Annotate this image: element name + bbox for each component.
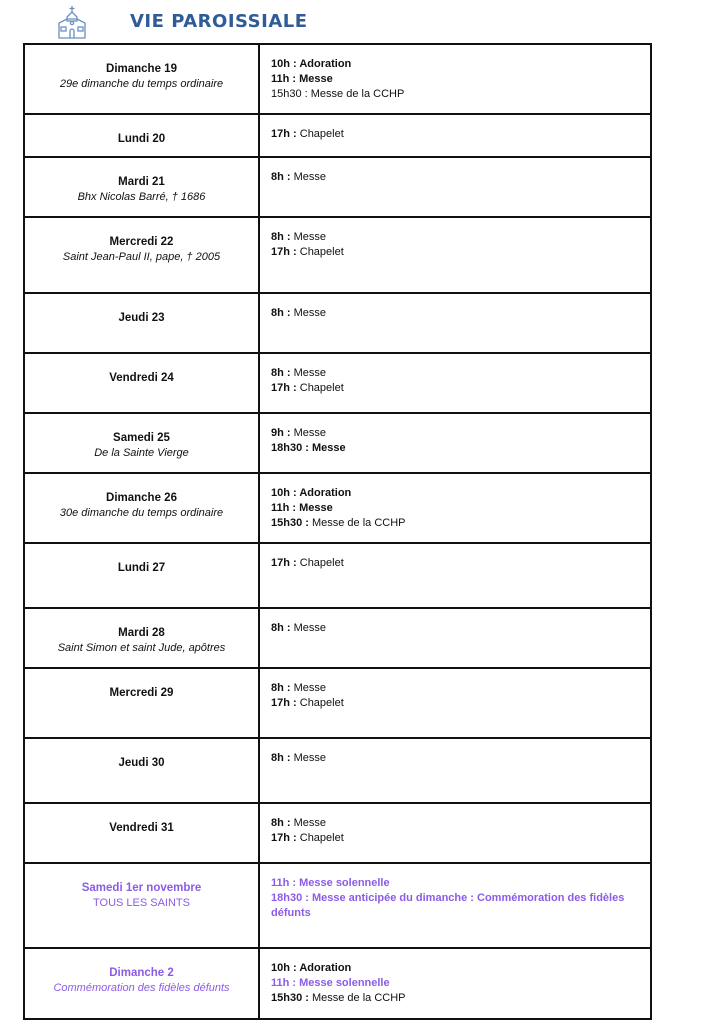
event-label: Messe — [290, 752, 327, 764]
event-item — [271, 696, 650, 711]
day-subtitle: De la Sainte Vierge — [94, 447, 189, 459]
day-label: Mardi 28 — [118, 627, 165, 639]
day-label: Dimanche 19 — [106, 63, 177, 75]
event-item — [271, 72, 650, 87]
event-time: 15h30 : — [271, 517, 309, 529]
day-cell — [24, 608, 259, 668]
event-time: 11h : Messe — [271, 73, 333, 85]
event-label: Messe — [290, 231, 327, 243]
day-label: Samedi 1er novembre — [81, 882, 202, 894]
event-label: Messe — [290, 682, 327, 694]
day-label: Lundi 20 — [117, 133, 166, 145]
day-cell — [24, 157, 259, 217]
events-cell — [259, 543, 651, 608]
event-label: Messe — [290, 427, 327, 439]
event-item — [271, 991, 650, 1006]
day-cell — [24, 948, 259, 1019]
event-time: 8h : — [271, 171, 291, 183]
day-cell — [24, 217, 259, 293]
event-item — [271, 306, 650, 321]
day-cell — [24, 114, 259, 157]
day-label: Vendredi 31 — [109, 822, 174, 834]
schedule-row — [24, 114, 651, 157]
schedule-row — [24, 44, 651, 114]
event-item — [271, 441, 650, 456]
schedule-row — [24, 353, 651, 413]
event-label: Messe — [290, 367, 327, 379]
event-time: 9h : — [271, 427, 291, 439]
event-item — [271, 961, 650, 976]
day-label: Samedi 25 — [113, 432, 170, 444]
event-label: Chapelet — [296, 128, 344, 140]
day-subtitle: Saint Simon et saint Jude, apôtres — [57, 642, 226, 654]
event-label: Chapelet — [296, 697, 344, 709]
event-label: Chapelet — [296, 557, 344, 569]
day-cell — [24, 353, 259, 413]
event-item — [271, 127, 650, 142]
event-item — [271, 230, 650, 245]
events-cell — [259, 44, 651, 114]
schedule-row — [24, 543, 651, 608]
event-time: 17h : — [271, 557, 297, 569]
schedule-row — [24, 473, 651, 543]
day-cell — [24, 293, 259, 353]
schedule-row — [24, 413, 651, 473]
events-cell — [259, 803, 651, 863]
events-cell — [259, 114, 651, 157]
event-time: 11h : Messe — [271, 502, 333, 514]
events-cell — [259, 948, 651, 1019]
event-item — [271, 831, 650, 846]
day-subtitle: 30e dimanche du temps ordinaire — [59, 507, 224, 519]
day-label: Dimanche 2 — [109, 967, 174, 979]
event-item — [271, 87, 650, 102]
event-label: Chapelet — [296, 382, 344, 394]
schedule-row — [24, 738, 651, 803]
schedule-row — [24, 668, 651, 738]
event-time: 15h30 : — [271, 992, 309, 1004]
day-cell — [24, 44, 259, 114]
day-cell — [24, 543, 259, 608]
event-time: 18h30 : Messe anticipée du dimanche : Commémoration des fidèles défunts — [271, 892, 625, 919]
event-time: 10h : Adoration — [271, 962, 352, 974]
events-cell — [259, 668, 651, 738]
event-time: 8h : — [271, 307, 291, 319]
day-label: Dimanche 26 — [106, 492, 177, 504]
event-label: 15h30 : Messe de la CCHP — [271, 88, 405, 100]
day-subtitle: TOUS LES SAINTS — [93, 897, 190, 909]
event-item — [271, 976, 650, 991]
event-item — [271, 516, 650, 531]
event-time: 17h : — [271, 246, 297, 258]
event-item — [271, 816, 650, 831]
day-subtitle: 29e dimanche du temps ordinaire — [59, 78, 224, 90]
event-time: 11h : Messe solennelle — [271, 977, 390, 989]
church-icon — [56, 5, 88, 39]
event-item — [271, 426, 650, 441]
event-time: 8h : — [271, 752, 291, 764]
day-cell — [24, 803, 259, 863]
event-item — [271, 381, 650, 396]
event-time: 8h : — [271, 682, 291, 694]
event-item — [271, 876, 650, 891]
day-label: Vendredi 24 — [109, 372, 174, 384]
event-label: Messe — [290, 817, 327, 829]
event-time: 8h : — [271, 817, 291, 829]
event-time: 8h : — [271, 367, 291, 379]
event-item — [271, 751, 650, 766]
event-time: 8h : — [271, 622, 291, 634]
event-item — [271, 170, 650, 185]
events-cell — [259, 413, 651, 473]
events-cell — [259, 217, 651, 293]
page-title: VIE PAROISSIALE — [130, 11, 308, 32]
day-subtitle: Bhx Nicolas Barré, † 1686 — [77, 191, 206, 203]
event-item — [271, 891, 650, 921]
event-time: 18h30 : Messe — [271, 442, 346, 454]
event-label: Messe de la CCHP — [308, 992, 406, 1004]
day-cell — [24, 413, 259, 473]
event-time: 11h : Messe solennelle — [271, 877, 390, 889]
event-time: 10h : Adoration — [271, 58, 352, 70]
events-cell — [259, 293, 651, 353]
event-item — [271, 681, 650, 696]
event-time: 17h : — [271, 128, 297, 140]
schedule-table — [23, 43, 652, 1020]
day-label: Jeudi 23 — [118, 312, 165, 324]
event-label: Chapelet — [296, 246, 344, 258]
schedule-row — [24, 803, 651, 863]
day-label: Mercredi 29 — [109, 687, 174, 699]
event-item — [271, 621, 650, 636]
event-item — [271, 501, 650, 516]
schedule-row — [24, 948, 651, 1019]
event-label: Messe — [290, 171, 327, 183]
schedule-row — [24, 863, 651, 948]
event-item — [271, 486, 650, 501]
day-label: Jeudi 30 — [118, 757, 165, 769]
event-time: 8h : — [271, 231, 291, 243]
schedule-row — [24, 217, 651, 293]
day-cell — [24, 473, 259, 543]
day-cell — [24, 668, 259, 738]
event-label: Messe — [290, 622, 327, 634]
events-cell — [259, 473, 651, 543]
day-subtitle: Commémoration des fidèles défunts — [53, 982, 230, 994]
schedule-row — [24, 293, 651, 353]
day-cell — [24, 738, 259, 803]
event-item — [271, 245, 650, 260]
event-time: 17h : — [271, 382, 297, 394]
day-label: Lundi 27 — [117, 562, 166, 574]
events-cell — [259, 863, 651, 948]
events-cell — [259, 353, 651, 413]
event-label: Messe de la CCHP — [308, 517, 406, 529]
day-cell — [24, 863, 259, 948]
events-cell — [259, 608, 651, 668]
event-time: 17h : — [271, 832, 297, 844]
day-label: Mardi 21 — [118, 176, 165, 188]
event-label: Messe — [290, 307, 327, 319]
header — [56, 4, 308, 40]
events-cell — [259, 738, 651, 803]
event-item — [271, 366, 650, 381]
event-label: Chapelet — [296, 832, 344, 844]
events-cell — [259, 157, 651, 217]
event-time: 10h : Adoration — [271, 487, 352, 499]
event-item — [271, 556, 650, 571]
event-item — [271, 57, 650, 72]
day-label: Mercredi 22 — [109, 236, 174, 248]
day-subtitle: Saint Jean-Paul II, pape, † 2005 — [62, 251, 221, 263]
schedule-row — [24, 608, 651, 668]
schedule-row — [24, 157, 651, 217]
event-time: 17h : — [271, 697, 297, 709]
